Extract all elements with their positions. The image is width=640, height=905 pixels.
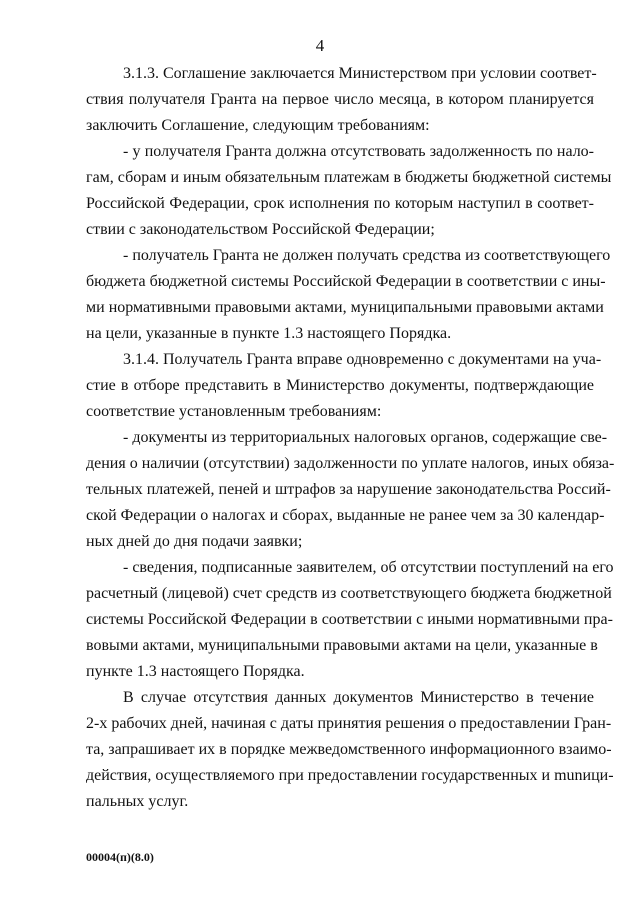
paragraph-3-1-3 [86, 61, 597, 139]
text-line: - документы из территориальных налоговых органов, содержащие све- [123, 429, 608, 446]
paragraph-tax-documents [86, 425, 615, 555]
text-line: расчетный (лицевой) счет средств из соответствующего бюджета бюджетной [86, 585, 612, 602]
text-line: 3.1.3. Соглашение заключается Министерством при условии соответ- [123, 65, 597, 82]
text-line: Российской Федерации, срок исполнения по которым наступил в соответ- [86, 195, 594, 212]
text-line: стие в отборе представить в Министерство документы, подтверждающие [86, 377, 594, 394]
text-line: соответствие установленным требованиям: [86, 403, 382, 420]
text-line: гам, сборам и иным обязательным платежам в бюджеты бюджетной системы [86, 169, 612, 186]
text-line: ствия получателя Гранта на первое число месяца, в котором планируется [86, 91, 594, 108]
document-code: 00004(п)(8.0) [86, 850, 154, 864]
paragraph-3-1-4 [86, 347, 602, 425]
paragraph-no-other-funds-requirement [86, 243, 611, 347]
text-line: 3.1.4. Получатель Гранта вправе одновременно с документами на уча- [123, 351, 602, 368]
text-line: дения о наличии (отсутствии) задолженности по уплате налогов, иных обяза- [86, 455, 615, 472]
text-line: заключить Соглашение, следующим требованиям: [86, 117, 430, 134]
text-line: системы Российской Федерации в соответствии с иными нормативными пра- [86, 611, 613, 628]
text-line: ствии с законодательством Российской Федерации; [86, 221, 435, 238]
text-line: вовыми актами, муниципальными правовыми актами на цели, указанные в [86, 637, 598, 654]
text-line: В случае отсутствия данных документов Министерство в течение [123, 689, 594, 706]
text-line: ской Федерации о налогах и сборах, выданные не ранее чем за 30 календар- [86, 507, 605, 524]
paragraph-interagency-request [86, 685, 614, 815]
text-line: пункте 1.3 настоящего Порядка. [86, 663, 305, 680]
text-line: ных дней до дня подачи заявки; [86, 533, 303, 550]
page-number: 4 [315, 36, 325, 55]
text-line: - у получателя Гранта должна отсутствовать задолженность по нало- [123, 143, 594, 160]
text-line: та, запрашивает их в порядке межведомственного информационного взаимо- [86, 741, 612, 758]
text-line: тельных платежей, пеней и штрафов за нарушение законодательства Россий- [86, 481, 611, 498]
text-line: 2-х рабочих дней, начиная с даты принятия решения о предоставлении Гран- [86, 715, 612, 732]
text-line: ми нормативными правовыми актами, муниципальными правовыми актами [86, 299, 604, 316]
text-line: действия, осуществляемого при предоставлении государственных и munици- [86, 767, 614, 784]
paragraph-applicant-statement [86, 555, 614, 685]
text-line: на цели, указанные в пункте 1.3 настоящего Порядка. [86, 325, 452, 342]
text-line: пальных услуг. [86, 793, 189, 810]
paragraph-tax-debt-requirement [86, 139, 612, 243]
text-line: бюджета бюджетной системы Российской Федерации в соответствии с ины- [86, 273, 606, 290]
text-line: - получатель Гранта не должен получать средства из соответствующего [123, 247, 611, 264]
text-line: - сведения, подписанные заявителем, об отсутствии поступлений на его [123, 559, 614, 576]
